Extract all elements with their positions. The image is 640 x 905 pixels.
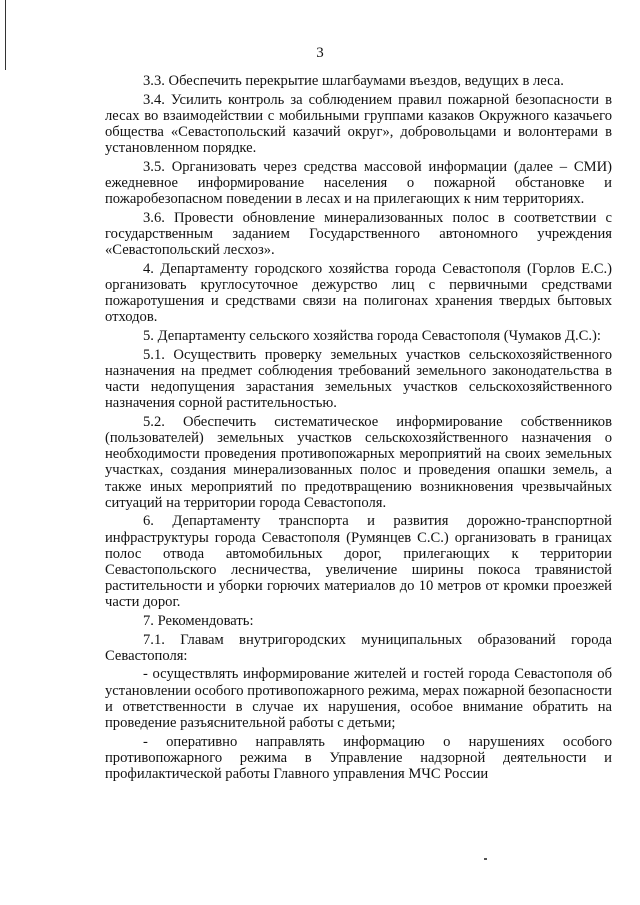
paragraph-5-2: 5.2. Обеспечить систематическое информирование собственников (пользователей) земельных участков сельскохозяйственного назначения о необходимости проведения противопожарных мероприятий на своих земельных участках, создания минерализованных полос и проведения опашки земель, а также иных мероприятий по предотвращению возникновения чрезвычайных ситуаций на территории города Севастополя. bbox=[105, 413, 612, 511]
paragraph-4: 4. Департаменту городского хозяйства города Севастополя (Горлов Е.С.) организовать круглосуточное дежурство лиц с первичными средствами пожаротушения и средствами связи на полигонах хранения твердых бытовых отходов. bbox=[105, 260, 612, 326]
paragraph-7: 7. Рекомендовать: bbox=[143, 613, 254, 630]
paragraph-7-1-item-2: - оперативно направлять информацию о нарушениях особого противопожарного режима в Управление надзорной деятельности и профилактической работы Главного управления МЧС России bbox=[105, 733, 612, 783]
paragraph-3-5: 3.5. Организовать через средства массовой информации (далее – СМИ) ежедневное информирование населения о пожарной обстановке и пожаробезопасном поведении в лесах и на прилегающих к ним территориях. bbox=[105, 158, 612, 208]
paragraph-3-3: 3.3. Обеспечить перекрытие шлагбаумами въездов, ведущих в леса. bbox=[143, 73, 564, 89]
paragraph-7-1: 7.1. Главам внутригородских муниципальных образований города Севастополя: bbox=[105, 631, 612, 664]
page-number: 3 bbox=[316, 45, 324, 61]
scan-speck bbox=[484, 858, 487, 860]
paragraph-6: 6. Департаменту транспорта и развития дорожно-транспортной инфраструктуры города Севастополя (Румянцев С.С.) организовать в границах полос отвода автомобильных дорог, прилегающих к территории Севастопольского лесничества, увеличение ширины покоса травянистой растительности и уборки горючих материалов до 10 метров от кромки проезжей части дорог. bbox=[105, 513, 612, 611]
paragraph-5: 5. Департаменту сельского хозяйства города Севастополя (Чумаков Д.С.): bbox=[143, 328, 601, 344]
document-body bbox=[105, 73, 612, 785]
paragraph-7-1-item-1: - осуществлять информирование жителей и гостей города Севастополя об установлении особого противопожарного режима, мерах пожарной безопасности и ответственности в случае их нарушения, особое внимание обратить на проведение разъяснительной работы с детьми; bbox=[105, 666, 612, 732]
paragraph-3-4: 3.4. Усилить контроль за соблюдением правил пожарной безопасности в лесах во взаимодействии с мобильными группами казаков Окружного казачьего общества «Севастопольский казачий округ», добровольцами и волонтерами в установленном порядке. bbox=[105, 91, 612, 157]
paragraph-5-1: 5.1. Осуществить проверку земельных участков сельскохозяйственного назначения на предмет соблюдения требований земельного законодательства в части недопущения зарастания земельных участков сельскохозяйственного назначения сорной растительностью. bbox=[105, 346, 612, 412]
paragraph-3-6: 3.6. Провести обновление минерализованных полос в соответствии с государственным заданием Государственного автономного учреждения «Севастопольский лесхоз». bbox=[105, 209, 612, 259]
